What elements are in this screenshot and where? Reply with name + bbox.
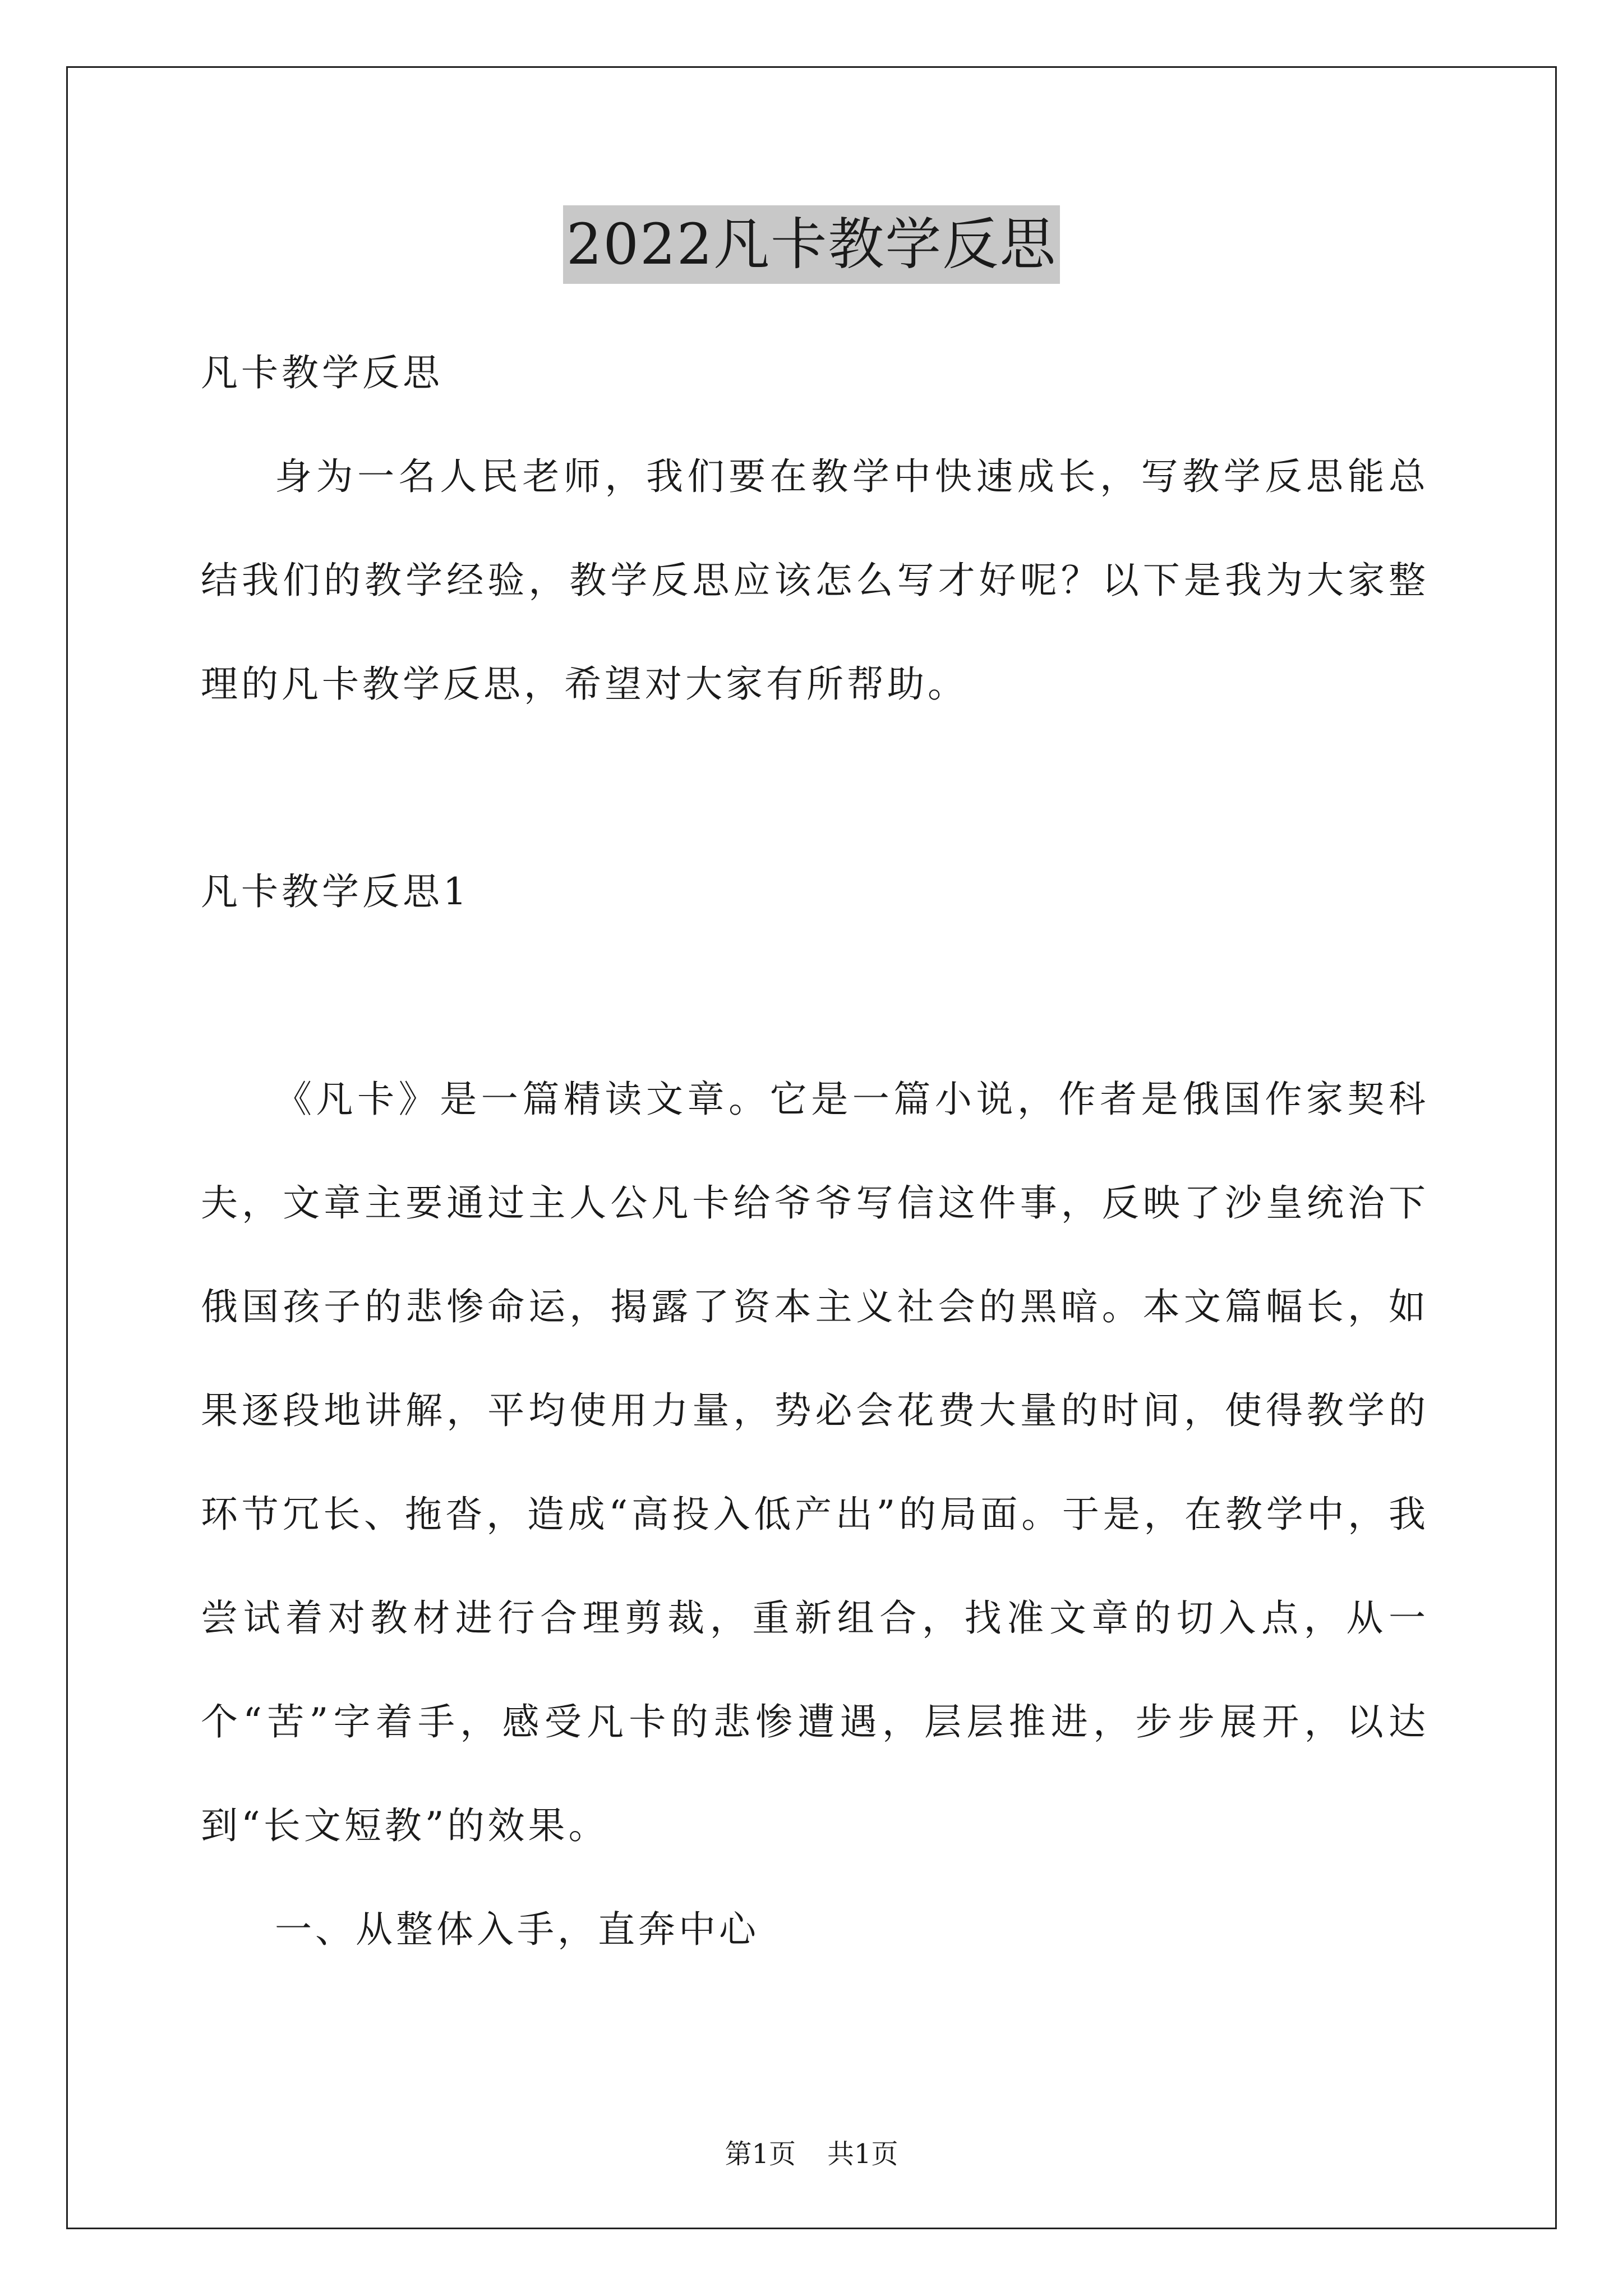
point-heading: 一、从整体入手，直奔中心 <box>275 1908 759 1951</box>
intro-paragraph: 身为一名人民老师，我们要在教学中快速成长，写教学反思能总结我们的教学经验，教学反思应该怎么写才好呢？以下是我为大家整理的凡卡教学反思，希望对大家有所帮助。 <box>201 455 1429 706</box>
section-paragraph: 《凡卡》是一篇精读文章。它是一篇小说，作者是俄国作家契科夫，文章主要通过主人公凡卡给爷爷写信这件事，反映了沙皇统治下俄国孩子的悲惨命运，揭露了资本主义社会的黑暗。本文篇幅长，如果逐段地讲解，平均使用力量，势必会花费大量的时间，使得教学的环节冗长、拖沓，造成“高投入低产出”的局面。于是，在教学中，我尝试着对教材进行合理剪裁，重新组合，找准文章的切入点，从一个“苦”字着手，感受凡卡的悲惨遭遇，层层推进，步步展开，以达到“长文短教”的效果。 <box>201 1078 1429 1847</box>
subtitle: 凡卡教学反思 <box>201 351 443 394</box>
title-wrap <box>0 205 1623 284</box>
page-footer <box>0 2137 1623 2171</box>
page-number: 第1页 <box>725 2138 796 2170</box>
section-heading: 凡卡教学反思1 <box>201 870 470 913</box>
document-body <box>201 321 1429 1981</box>
spacer <box>201 944 1429 1047</box>
document-title: 2022凡卡教学反思 <box>563 205 1061 284</box>
spacer <box>201 736 1429 840</box>
page-total: 共1页 <box>827 2138 898 2170</box>
